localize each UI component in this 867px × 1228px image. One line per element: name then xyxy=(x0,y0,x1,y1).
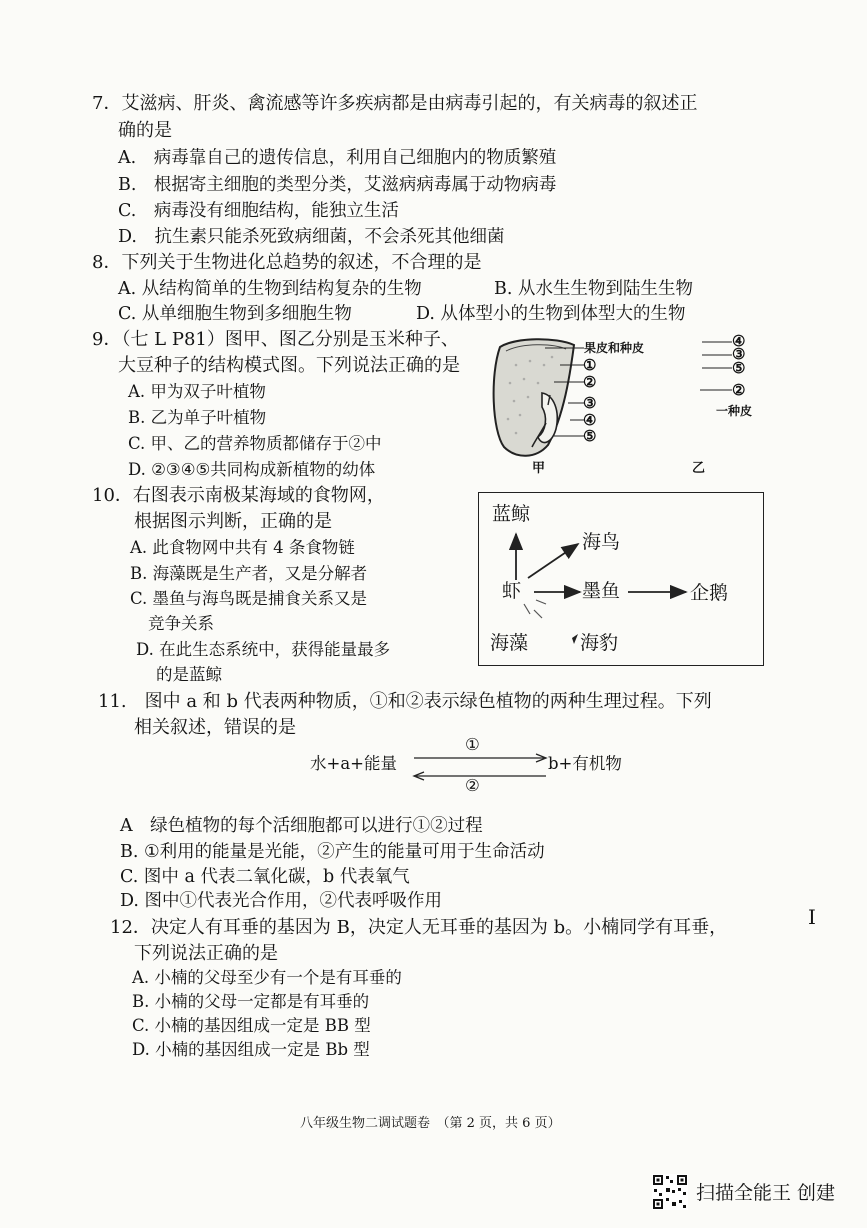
qr-code-icon xyxy=(652,1174,688,1210)
q9-option-d: D. ②③④⑤共同构成新植物的幼体 xyxy=(128,460,376,479)
q11-option-d: D. 图中①代表光合作用，②代表呼吸作用 xyxy=(120,891,443,911)
margin-mark: I xyxy=(808,905,816,929)
scanner-brand: 扫描全能王 创建 xyxy=(696,1182,836,1204)
q8-option-d: D. 从体型小的生物到体型大的生物 xyxy=(416,304,686,324)
web-squid: 墨鱼 xyxy=(582,580,621,602)
q7-stem-line2: 确的是 xyxy=(118,120,172,141)
q10-stem-line1: 10．右图表示南极某海域的食物网， xyxy=(92,485,385,506)
q12-option-d: D. 小楠的基因组成一定是 Bb 型 xyxy=(132,1040,370,1059)
q12-stem-line2: 下列说法正确的是 xyxy=(134,943,278,964)
q11-reaction-arrows xyxy=(410,752,550,782)
q11-eq-left: 水+a+能量 xyxy=(310,754,397,773)
corn-label-1: ① xyxy=(583,356,597,374)
q11-eq-process-1: ① xyxy=(465,735,480,754)
q12-option-c: C. 小楠的基因组成一定是 BB 型 xyxy=(132,1016,371,1035)
corn-label-3: ③ xyxy=(583,394,597,412)
soybean-label-4: ④ xyxy=(732,332,746,350)
q7-option-d: D. 抗生素只能杀死致病细菌，不会杀死其他细菌 xyxy=(118,227,505,247)
q7-option-b: B. 根据寄主细胞的类型分类，艾滋病病毒属于动物病毒 xyxy=(118,175,557,195)
q8-stem: 8．下列关于生物进化总趋势的叙述，不合理的是 xyxy=(92,252,482,273)
soybean-label-5: ⑤ xyxy=(732,359,746,377)
q11-option-a: A 绿色植物的每个活细胞都可以进行①②过程 xyxy=(120,816,483,836)
corn-label-peel: 果皮和种皮 xyxy=(584,341,645,355)
q12-option-b: B. 小楠的父母一定都是有耳垂的 xyxy=(132,992,370,1011)
web-seabird: 海鸟 xyxy=(582,531,621,553)
q12-option-a: A. 小楠的父母至少有一个是有耳垂的 xyxy=(132,968,402,987)
soybean-label-seedcoat: 一种皮 xyxy=(716,404,753,418)
page-footer: 八年级生物二调试题卷 （第 2 页，共 6 页） xyxy=(300,1116,561,1131)
q9-option-a: A. 甲为双子叶植物 xyxy=(128,382,266,401)
q9-stem-line2: 大豆种子的结构模式图。下列说法正确的是 xyxy=(118,355,460,376)
web-penguin: 企鹅 xyxy=(690,582,729,604)
q11-eq-process-2: ② xyxy=(465,776,480,795)
q11-stem-line1: 11. 图中 a 和 b 代表两种物质，①和②表示绿色植物的两种生理过程。下列 xyxy=(98,691,712,712)
caption-yi: 乙 xyxy=(692,461,706,476)
q9-option-b: B. 乙为单子叶植物 xyxy=(128,408,267,427)
q7-option-a: A. 病毒靠自己的遗传信息，利用自己细胞内的物质繁殖 xyxy=(118,148,557,168)
q9-option-c: C. 甲、乙的营养物质都储存于②中 xyxy=(128,434,382,453)
corn-label-2: ② xyxy=(583,373,597,391)
q12-stem-line1: 12．决定人有耳垂的基因为 B，决定人无耳垂的基因为 b。小楠同学有耳垂， xyxy=(110,917,728,938)
web-krill: 虾 xyxy=(502,580,522,602)
web-blue-whale: 蓝鲸 xyxy=(492,503,531,525)
q11-stem-line2: 相关叙述，错误的是 xyxy=(134,717,296,738)
q10-option-d-line1: D. 在此生态系统中，获得能量最多 xyxy=(136,640,391,659)
q11-eq-right: b+有机物 xyxy=(548,754,622,773)
soybean-label-3: ③ xyxy=(732,345,746,363)
q8-option-c: C. 从单细胞生物到多细胞生物 xyxy=(118,304,352,324)
corn-label-4: ④ xyxy=(583,411,597,429)
q10-option-b: B. 海藻既是生产者，又是分解者 xyxy=(130,564,368,583)
caption-jia: 甲 xyxy=(532,461,546,476)
q9-stem-line1: 9．（七 L P81）图甲、图乙分别是玉米种子、 xyxy=(92,329,459,350)
web-seaweed: 海藻 xyxy=(490,632,529,654)
q10-option-a: A. 此食物网中共有 4 条食物链 xyxy=(130,538,355,557)
q10-option-c-line2: 竞争关系 xyxy=(148,614,214,633)
q11-option-c: C. 图中 a 代表二氧化碳，b 代表氧气 xyxy=(120,867,410,887)
q10-stem-line2: 根据图示判断，正确的是 xyxy=(134,511,332,532)
q8-option-b: B. 从水生生物到陆生生物 xyxy=(494,279,693,299)
web-seal: 海豹 xyxy=(580,632,619,654)
soybean-label-2: ② xyxy=(732,381,746,399)
q11-option-b: B. ①利用的能量是光能，②产生的能量可用于生命活动 xyxy=(120,842,545,862)
q7-option-c: C. 病毒没有细胞结构，能独立生活 xyxy=(118,201,399,221)
q10-option-d-line2: 的是蓝鲸 xyxy=(156,665,222,684)
corn-label-5: ⑤ xyxy=(583,427,597,445)
q10-option-c-line1: C. 墨鱼与海鸟既是捕食关系又是 xyxy=(130,589,368,608)
q7-stem-line1: 7．艾滋病、肝炎、禽流感等许多疾病都是由病毒引起的，有关病毒的叙述正 xyxy=(92,93,698,114)
q8-option-a: A. 从结构简单的生物到结构复杂的生物 xyxy=(118,279,422,299)
